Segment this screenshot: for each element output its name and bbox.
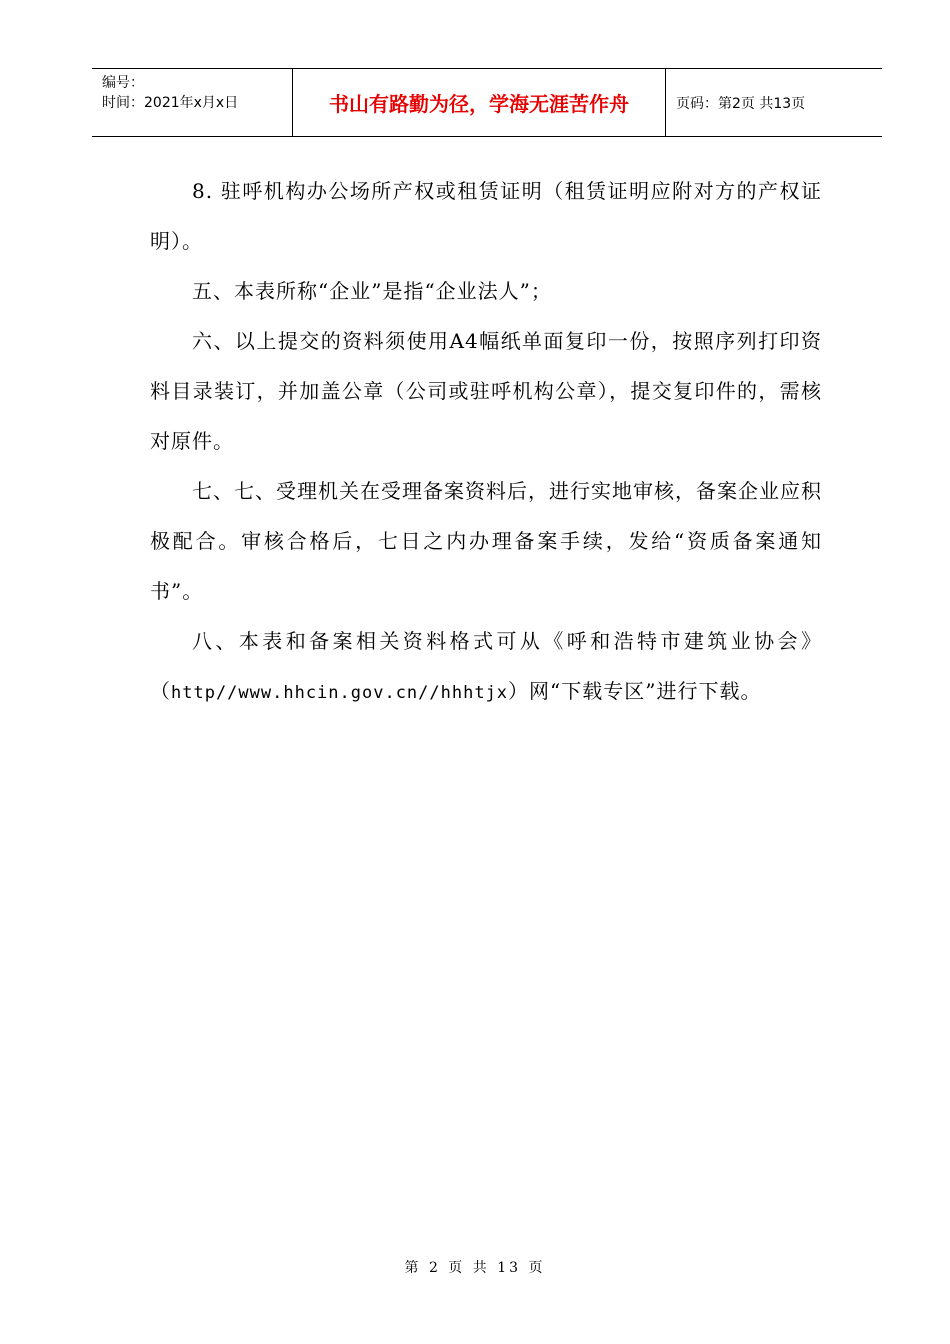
paragraph-item-8: 8. 驻呼机构办公场所产权或租赁证明（租赁证明应附对方的产权证明）。: [150, 179, 822, 253]
number-label: 编号：: [102, 75, 144, 91]
paragraph-section-7: 七、七、受理机关在受理备案资料后，进行实地审核，备案企业应积极配合。审核合格后，七日之内办理备案手续，发给“资质备案通知书”。: [150, 479, 822, 603]
paragraph-section-8-text-2: ）网“下载专区”进行下载。: [508, 679, 762, 703]
document-header: [92, 68, 882, 137]
header-left-cell: [92, 69, 293, 136]
time-label: 时间：2021年x月x日: [102, 95, 239, 111]
header-motto: 书山有路勤为径，学海无涯苦作舟: [293, 69, 666, 136]
website-url: http//www.hhcin.gov.cn//hhhtjx: [171, 683, 509, 703]
page-footer: 第 2 页 共 13 页: [404, 1260, 546, 1276]
paragraph-section-8-text-1: 八、本表和备案相关资料格式可从《呼和浩特市建筑业协会》（: [150, 629, 822, 703]
paragraph-section-8: [150, 616, 822, 718]
header-page-info: 页码：第2页 共13页: [676, 95, 806, 112]
paragraph-section-6: 六、以上提交的资料须使用A4幅纸单面复印一份，按照序列打印资料目录装订，并加盖公章（公司或驻呼机构公章），提交复印件的，需核对原件。: [150, 329, 822, 453]
paragraph-section-5: 五、本表所称“企业”是指“企业法人”；: [192, 279, 552, 303]
